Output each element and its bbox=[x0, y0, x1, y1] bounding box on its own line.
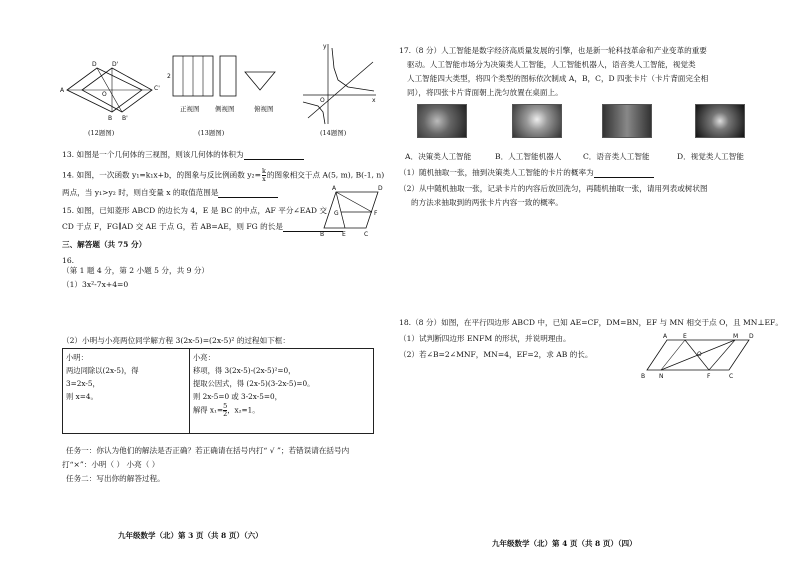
section-3-heading: 三、解答题（共 75 分） bbox=[62, 240, 147, 249]
task-1-line1: 任务一：你认为他们的解法是否正确？若正确请在括号内打“ √ ”；若错误请在括号内 bbox=[66, 446, 350, 455]
xiaoliang-line: 提取公因式，得 (2x-5)(3-2x-5)=0。 bbox=[193, 379, 315, 388]
xiaoming-solution bbox=[63, 349, 190, 434]
answer-blank-13[interactable] bbox=[244, 151, 304, 160]
fig18-label-d: D bbox=[749, 333, 754, 340]
fig14-label-o: O bbox=[320, 97, 325, 104]
solution-table bbox=[62, 348, 374, 434]
view-top: 俯视图 bbox=[254, 105, 274, 113]
fig12-label-a: A bbox=[60, 87, 65, 94]
answer-blank-14[interactable] bbox=[218, 189, 278, 198]
figure-14 bbox=[298, 40, 378, 125]
fig15-label-b: B bbox=[320, 231, 325, 238]
question-15-line1: 15. 如图，已知菱形 ABCD 的边长为 4，E 是 BC 的中点，AF 平分∠EAD 交 bbox=[62, 206, 327, 215]
xiaoliang-line: 解得 x₁= $\frac{5}{2}$ ，x₂=1。 bbox=[193, 402, 260, 418]
task-2: 任务二：写出你的解答过程。 bbox=[66, 474, 165, 483]
question-14-line1: 14. 如图，一次函数 y₁=k₁x+b，的图象与反比例函数 y₂= $\frac{k}{x}$ 的图象相交于点 A(5, m), B(-1, n) bbox=[62, 167, 385, 183]
xiaoliang-line: 小亮： bbox=[193, 353, 215, 362]
fig15-label-a: A bbox=[332, 185, 337, 192]
xiaoming-line: 小明： bbox=[66, 353, 88, 362]
fig15-label-f: F bbox=[374, 210, 378, 217]
xiaoming-line: 3=2x-5， bbox=[66, 379, 100, 388]
question-17-line4: 同），将四张卡片背面朝上洗匀放置在桌面上。 bbox=[407, 88, 563, 97]
xiaoming-line: 则 x=4。 bbox=[66, 392, 98, 401]
question-13: 13. 如图是一个几何体的三视图，则该几何体的体积为 bbox=[62, 150, 304, 160]
figure-12 bbox=[60, 60, 160, 122]
page-footer-right: 九年级数学（北）第 4 页（共 8 页）（四） bbox=[492, 539, 637, 548]
fig12-label-cp: C' bbox=[154, 85, 160, 92]
task-1-line2: 打“×”：小明（ ） 小亮（ ） bbox=[62, 460, 160, 469]
fig18-label-b: B bbox=[641, 373, 646, 380]
fig18-label-f: F bbox=[707, 373, 711, 380]
fig13-dim: 2 bbox=[167, 73, 171, 80]
fig18-label-n: N bbox=[659, 373, 664, 380]
card-label-a: A．决策类人工智能 bbox=[405, 152, 472, 161]
fig12-label-dp: D' bbox=[112, 61, 119, 68]
question-16-part2: （2）小明与小亮两位同学解方程 3(2x-5)=(2x-5)² 的过程如下框： bbox=[62, 336, 290, 345]
page-footer-left: 九年级数学（北）第 3 页（共 8 页）（六） bbox=[118, 531, 263, 540]
question-17-part2-line2: 的方法求抽取到的两张卡片内容一致的概率。 bbox=[411, 198, 563, 207]
fig15-label-e: E bbox=[342, 231, 346, 238]
fig14-label-y: y bbox=[323, 43, 327, 50]
card-image-b bbox=[512, 104, 562, 138]
fig15-label-c: C bbox=[364, 231, 369, 238]
fig18-label-m: M bbox=[733, 333, 739, 340]
question-17-line2: 驱动。人工智能市场分为决策类人工智能，人工智能机器人，语音类人工智能，视觉类 bbox=[407, 60, 696, 69]
fig15-label-g: G bbox=[334, 210, 339, 217]
fig18-label-c: C bbox=[729, 373, 734, 380]
question-18-line1: 18.（8 分）如图，在平行四边形 ABCD 中，已知 AE=CF，DM=BN，EF 与 MN 相交于点 O，且 MN⊥EF。 bbox=[399, 318, 783, 327]
figure-13 bbox=[165, 52, 280, 112]
fig18-label-a: A bbox=[663, 333, 668, 340]
question-16-part1: （1）3x²-7x+4=0 bbox=[62, 280, 129, 289]
question-15-line2: CD 于点 F，FG∥AD 交 AE 于点 G，若 AB=AE，则 FG 的长是 bbox=[62, 222, 343, 232]
question-17-line3: 人工智能四大类型，将四个类型的图标依次制成 A，B，C，D 四张卡片（卡片背面完全相 bbox=[407, 74, 709, 83]
fig18-label-o: O bbox=[697, 351, 702, 358]
fig18-label-e: E bbox=[683, 333, 687, 340]
view-side: 侧视图 bbox=[215, 105, 235, 113]
right-page bbox=[397, 0, 794, 561]
question-17-part2-line1: （2）从中随机抽取一张，记录卡片的内容后放回洗匀，再随机抽取一张，请用列表或树状图 bbox=[399, 184, 708, 193]
fig15-label-d: D bbox=[378, 185, 383, 192]
card-label-b: B．人工智能机器人 bbox=[495, 152, 562, 161]
question-16-desc: （第 1 题 4 分，第 2 小题 5 分，共 9 分） bbox=[62, 266, 210, 275]
view-front: 正视图 bbox=[180, 105, 200, 113]
caption-fig12: (12题图) bbox=[88, 129, 115, 137]
answer-blank-15[interactable] bbox=[283, 223, 343, 232]
fig14-label-x: x bbox=[372, 97, 376, 104]
xiaoliang-line: 则 2x-5=0 或 3-2x-5=0， bbox=[193, 392, 282, 401]
xiaoming-line: 两边同除以(2x-5)，得 bbox=[66, 366, 139, 375]
xiaoliang-line: 移项，得 3(2x-5)-(2x-5)²=0， bbox=[193, 366, 296, 375]
question-17-line1: 17.（8 分）人工智能是数字经济高质量发展的引擎，也是新一轮科技革命和产业变革的重要 bbox=[399, 46, 707, 55]
card-image-d bbox=[695, 104, 745, 138]
figure-18 bbox=[641, 333, 755, 380]
caption-fig13: (13题图) bbox=[198, 129, 225, 137]
question-14-line2: 两点，当 y₁>y₂ 时，则自变量 x 的取值范围是 bbox=[62, 188, 278, 198]
question-16-number: 16. bbox=[62, 256, 75, 265]
question-18-part1: （1）试判断四边形 ENFM 的形状，并说明理由。 bbox=[399, 334, 571, 343]
card-label-c: C．语音类人工智能 bbox=[583, 152, 650, 161]
answer-blank-17[interactable] bbox=[594, 169, 654, 178]
fig12-label-bp: B' bbox=[122, 115, 128, 122]
card-image-a bbox=[417, 104, 467, 138]
xiaoliang-solution bbox=[190, 349, 374, 434]
fig12-label-o: O bbox=[102, 91, 107, 98]
question-17-part1: （1）随机抽取一张，抽到决策类人工智能的卡片的概率为 bbox=[399, 168, 654, 178]
caption-fig14: (14题图) bbox=[320, 129, 347, 137]
fig12-label-d: D bbox=[92, 61, 97, 68]
fig12-label-b: B bbox=[108, 115, 113, 122]
card-label-d: D．视觉类人工智能 bbox=[677, 152, 744, 161]
card-image-c bbox=[602, 104, 652, 138]
question-18-part2: （2）若∠B=2∠MNF，MN=4，EF=2，求 AB 的长。 bbox=[399, 350, 593, 359]
